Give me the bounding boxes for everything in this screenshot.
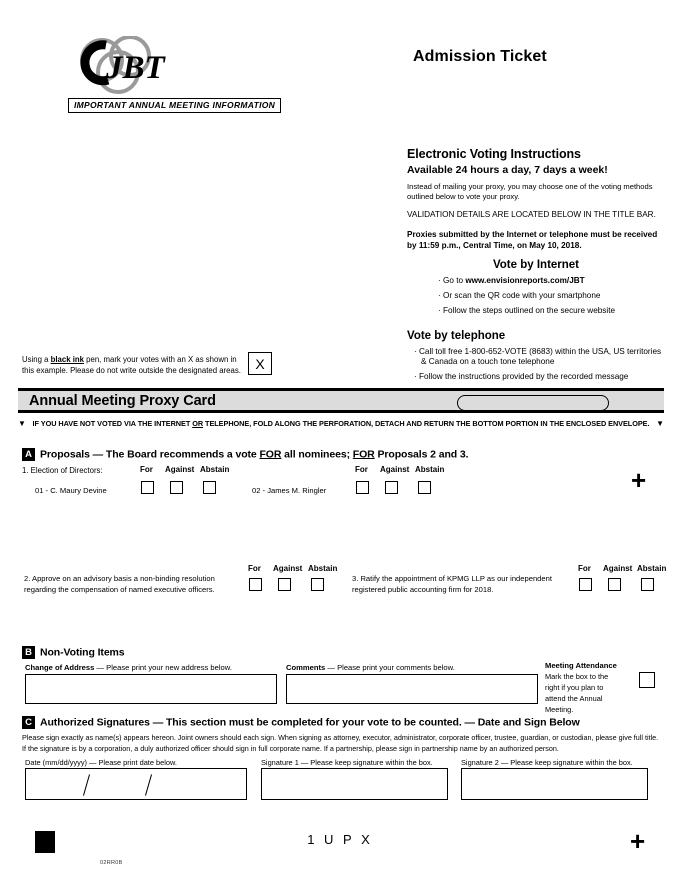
vote-by-telephone-bullets — [407, 347, 665, 383]
admission-ticket-title: Admission Ticket — [413, 48, 547, 65]
evi-subheading: Available 24 hours a day, 7 days a week! — [407, 164, 608, 176]
signature-1-label: Signature 1 — Please keep signature within the box. — [261, 758, 433, 767]
comments-input[interactable] — [286, 674, 538, 704]
jbt-logo-icon — [68, 36, 203, 94]
proposal-3-col-for: For — [578, 564, 591, 573]
important-meeting-banner: IMPORTANT ANNUAL MEETING INFORMATION — [68, 98, 281, 113]
alignment-plus-mark-right: + — [631, 465, 647, 495]
company-logo — [68, 36, 268, 94]
proxy-card-title-bar — [18, 388, 664, 413]
form-code: 02RR0B — [100, 860, 123, 866]
meeting-attendance-label: Meeting Attendance — [545, 661, 617, 670]
black-ink-instruction — [22, 355, 247, 377]
vote-by-internet-bullets — [407, 276, 665, 317]
alignment-plus-mark-footer: + — [630, 826, 646, 856]
proposal-2-for-checkbox[interactable] — [249, 578, 262, 591]
signature-instructions-paragraph: Please sign exactly as name(s) appears hereon. Joint owners should each sign. When signing as attorney, executor, administrator, corporate officer, trustee, guardian, or custodian, please give full title. If the signature is by a corporation, a duly authorized officer should sign in full corporate name. If a partnership, please sign in partnership name by an authorized person. — [22, 733, 659, 753]
section-a-text-3: Proposals 2 and 3. — [374, 448, 469, 461]
triangle-right-icon: ▼ — [656, 419, 664, 428]
section-b-badge: B — [22, 646, 35, 659]
perf-text-end: TELEPHONE, FOLD ALONG THE PERFORATION, DETACH AND RETURN THE BOTTOM PORTION IN THE ENCLOSED ENVELOPE. — [203, 419, 650, 428]
comments-rest: — Please print your comments below. — [325, 663, 455, 672]
proposal-2-col-for: For — [248, 564, 261, 573]
date-field-label: Date (mm/dd/yyyy) — Please print date below. — [25, 758, 177, 767]
meeting-attendance-text: Mark the box to the right if you plan to attend the Annual Meeting. — [545, 672, 609, 715]
nominee-2-abstain-checkbox[interactable] — [418, 481, 431, 494]
perforation-instruction — [18, 419, 664, 428]
section-b-heading — [22, 646, 125, 659]
proposal-3-against-checkbox[interactable] — [608, 578, 621, 591]
proposal-3-abstain-checkbox[interactable] — [641, 578, 654, 591]
validation-details-field — [457, 395, 609, 411]
internet-bullet-3-text: Follow the steps outlined on the secure website — [443, 306, 616, 316]
jbt-wordmark: JBT — [106, 50, 165, 86]
section-a-heading — [22, 448, 468, 461]
vote-by-telephone-heading: Vote by telephone — [407, 329, 506, 342]
col-header-against-right: Against — [380, 465, 410, 474]
proxy-card-title: Annual Meeting Proxy Card — [29, 392, 216, 409]
change-of-address-label — [25, 663, 232, 672]
perf-text-start: IF YOU HAVE NOT VOTED VIA THE INTERNET — [32, 419, 193, 428]
change-of-address-rest: — Please print your new address below. — [94, 663, 232, 672]
proposal-3-col-against: Against — [603, 564, 633, 573]
section-a-for-2: FOR — [352, 448, 375, 461]
section-a-text-2: all nominees; — [281, 448, 353, 461]
election-of-directors-label: 1. Election of Directors: — [22, 466, 103, 475]
proposal-2-col-against: Against — [273, 564, 303, 573]
nominee-2-for-checkbox[interactable] — [356, 481, 369, 494]
col-header-abstain-right: Abstain — [415, 465, 445, 474]
internet-bullet-2: · Or scan the QR code with your smartphone — [438, 291, 601, 301]
ink-note-suffix: pen, mark your votes with an X as shown in this example. Please do not write outside the designated areas. — [22, 355, 241, 375]
upx-code: 1 U P X — [307, 832, 373, 847]
date-input[interactable] — [25, 768, 247, 800]
proposal-2-text: 2. Approve on an advisory basis a non-binding resolution regarding the compensation of named executive officers. — [24, 574, 215, 594]
section-a-text-1: Proposals — The Board recommends a vote — [40, 448, 260, 461]
evi-intro-text: Instead of mailing your proxy, you may choose one of the voting methods outlined below to vote your proxy. — [407, 182, 653, 202]
section-b-title: Non-Voting Items — [40, 646, 125, 659]
col-header-for-left: For — [140, 465, 153, 474]
col-header-for-right: For — [355, 465, 368, 474]
jbt-logo-mark — [68, 36, 203, 94]
triangle-left-icon: ▼ — [18, 419, 26, 428]
comments-label — [286, 663, 455, 672]
meeting-attendance-checkbox[interactable] — [639, 672, 655, 688]
proposal-3-text: 3. Ratify the appointment of KPMG LLP as our independent registered public accounting firm for 2018. — [352, 574, 552, 594]
internet-bullet-2-text: Or scan the QR code with your smartphone — [443, 291, 601, 301]
telephone-bullet-1: · Call toll free 1-800-652-VOTE (8683) within the USA, US territories & Canada on a touch tone telephone — [414, 346, 662, 366]
proposal-2-col-abstain: Abstain — [308, 564, 338, 573]
col-header-against-left: Against — [165, 465, 195, 474]
internet-bullet-3: · Follow the steps outlined on the secure website — [438, 306, 616, 316]
nominee-1-against-checkbox[interactable] — [170, 481, 183, 494]
date-slash-1 — [83, 774, 90, 795]
col-header-abstain-left: Abstain — [200, 465, 230, 474]
ink-note-prefix: Using a — [22, 355, 51, 364]
ink-note-emphasis: black ink — [50, 355, 84, 364]
telephone-bullet-2: · Follow the instructions provided by the recorded message — [414, 372, 629, 382]
nominee-2-label: 02 - James M. Ringler — [252, 486, 327, 495]
section-c-title: Authorized Signatures — This section must be completed for your vote to be counted. — Date and Sign Below — [40, 716, 580, 729]
signature-2-label: Signature 2 — Please keep signature within the box. — [461, 758, 633, 767]
nominee-2-against-checkbox[interactable] — [385, 481, 398, 494]
telephone-bullet-2-text: Follow the instructions provided by the recorded message — [419, 372, 629, 382]
section-a-for-1: FOR — [259, 448, 282, 461]
nominee-1-abstain-checkbox[interactable] — [203, 481, 216, 494]
proposal-2-abstain-checkbox[interactable] — [311, 578, 324, 591]
proposal-2-against-checkbox[interactable] — [278, 578, 291, 591]
proposal-3-for-checkbox[interactable] — [579, 578, 592, 591]
section-a-badge: A — [22, 448, 35, 461]
signature-1-input[interactable] — [261, 768, 448, 800]
nominee-1-label: 01 - C. Maury Devine — [35, 486, 107, 495]
example-x-mark: X — [255, 355, 265, 372]
signature-2-input[interactable] — [461, 768, 648, 800]
change-of-address-input[interactable] — [25, 674, 277, 704]
proposal-3-col-abstain: Abstain — [637, 564, 667, 573]
vote-by-internet-heading: Vote by Internet — [492, 258, 580, 271]
perf-text-or: OR — [192, 419, 204, 428]
example-x-box — [248, 352, 272, 375]
telephone-bullet-1-text: Call toll free 1-800-652-VOTE (8683) within the USA, US territories & Canada on a touch tone telephone — [419, 346, 662, 366]
section-c-heading — [22, 716, 580, 729]
date-slash-2 — [145, 774, 152, 795]
comments-bold: Comments — [286, 663, 326, 672]
internet-bullet-1: · Go to www.envisionreports.com/JBT — [438, 275, 585, 285]
electronic-voting-instructions — [407, 147, 665, 382]
evi-validation-note: VALIDATION DETAILS ARE LOCATED BELOW IN THE TITLE BAR. — [407, 210, 656, 220]
section-c-badge: C — [22, 716, 35, 729]
change-of-address-bold: Change of Address — [25, 663, 95, 672]
nominee-1-for-checkbox[interactable] — [141, 481, 154, 494]
evi-heading: Electronic Voting Instructions — [407, 147, 581, 161]
perforation-text — [33, 419, 650, 428]
envision-url: www.envisionreports.com/JBT — [465, 275, 585, 285]
evi-deadline-text: Proxies submitted by the Internet or telephone must be received by 11:59 p.m., Central Time, on May 10, 2018. — [407, 229, 658, 250]
